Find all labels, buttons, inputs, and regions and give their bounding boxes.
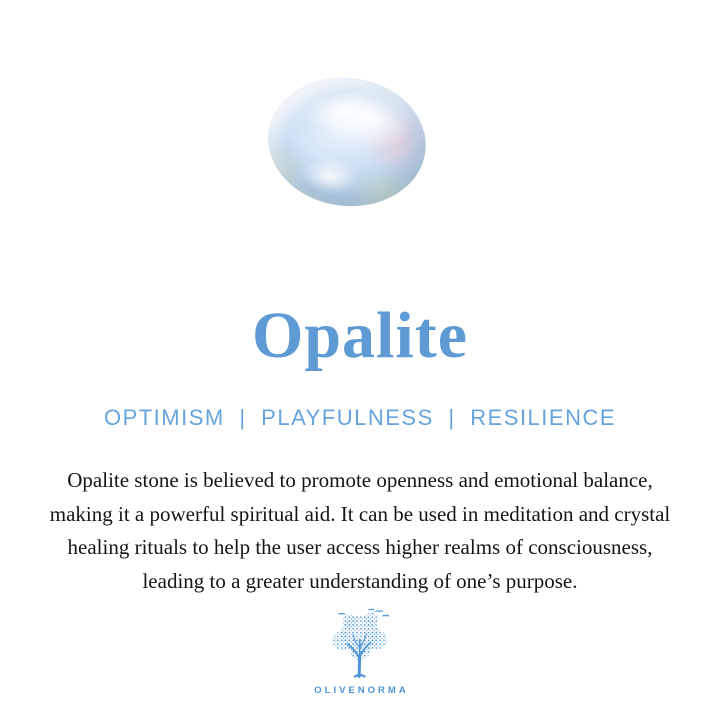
description-line: making it a powerful spiritual aid. It can be used in meditation and crystal — [49, 501, 671, 526]
brand-name: OLIVENORMA — [314, 685, 409, 696]
brand-logo — [0, 608, 720, 696]
description-line: Opalite stone is believed to promote openness and emotional balance, — [67, 468, 653, 492]
olive-tree-icon — [325, 608, 395, 682]
opalite-gemstone — [261, 69, 433, 215]
page-title: Opalite — [252, 299, 468, 372]
description-paragraph — [0, 464, 720, 598]
traits-subtitle: OPTIMISM | PLAYFULNESS | RESILIENCE — [103, 405, 617, 430]
description-line: leading to a greater understanding of one’s purpose. — [142, 568, 578, 593]
description-line: healing rituals to help the user access higher realms of consciousness, — [67, 535, 653, 559]
opalite-gemstone-image — [268, 78, 426, 206]
